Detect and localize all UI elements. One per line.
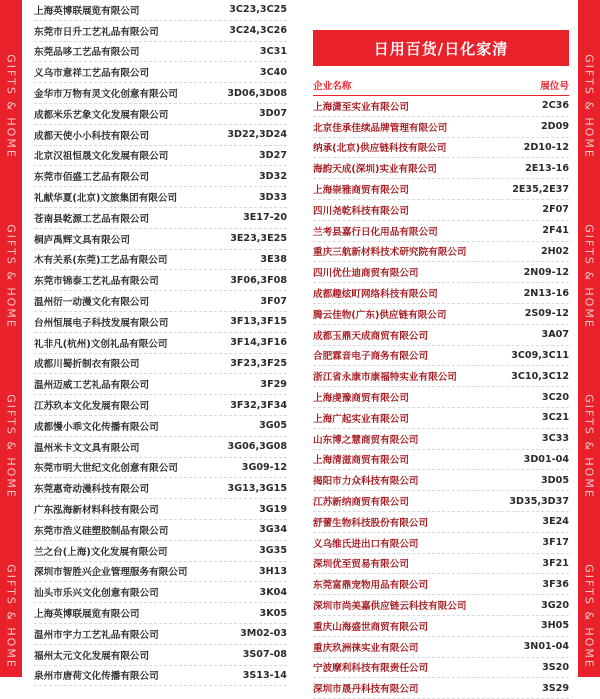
company-name: 东莞惠奇动漫科技有限公司 xyxy=(34,484,150,496)
list-item xyxy=(313,595,569,616)
booth-number: 3F14,3F16 xyxy=(230,337,287,349)
list-item xyxy=(34,312,287,333)
company-name: 桐庐禹辉文具有限公司 xyxy=(34,234,130,246)
company-name: 深圳优至贸易有限公司 xyxy=(313,559,409,571)
company-name: 苍南县乾源工艺品有限公司 xyxy=(34,213,150,225)
company-name: 广东泓海新材料科技有限公司 xyxy=(34,505,159,517)
list-item xyxy=(313,616,569,637)
list-item xyxy=(313,678,569,699)
booth-number: 3F29 xyxy=(260,378,287,390)
company-name: 东莞市浩义硅塑胶制品有限公司 xyxy=(34,525,169,537)
booth-number: 3H05 xyxy=(540,620,569,632)
booth-number: 2S09-12 xyxy=(524,308,569,320)
booth-number: 3G13,3G15 xyxy=(227,482,287,494)
booth-number: 3F17 xyxy=(542,537,569,549)
company-name: 重庆三航新材料技术研究院有限公司 xyxy=(313,247,467,259)
list-item xyxy=(313,304,569,325)
list-item xyxy=(34,437,287,458)
booth-number: 3D27 xyxy=(259,149,287,161)
company-name: 台州恒展电子科技发展有限公司 xyxy=(34,317,169,329)
booth-number: 3D05 xyxy=(541,474,569,486)
company-name: 成都趣炫町网络科技有限公司 xyxy=(313,289,438,301)
company-name: 腾云佳物(广东)供应链有限公司 xyxy=(313,309,447,321)
booth-number: 2E35,2E37 xyxy=(512,183,569,195)
list-item xyxy=(313,138,569,159)
company-name: 兰之台(上海)文化发展有限公司 xyxy=(34,546,168,558)
booth-number: 2F41 xyxy=(542,225,569,237)
booth-number: 3D32 xyxy=(259,170,287,182)
booth-number: 3F36 xyxy=(542,578,569,590)
list-item xyxy=(34,250,287,271)
company-name: 上海虔豫商贸有限公司 xyxy=(313,393,409,405)
company-name: 福州太元文化发展有限公司 xyxy=(34,650,150,662)
company-name: 东莞富鼎宠物用品有限公司 xyxy=(313,580,429,592)
booth-number: 3F32,3F34 xyxy=(230,399,287,411)
booth-number: 3F07 xyxy=(260,295,287,307)
company-name: 上海潇至实业有限公司 xyxy=(313,101,409,113)
booth-number: 3G19 xyxy=(259,503,287,515)
company-name: 合肥霖音电子商务有限公司 xyxy=(313,351,429,363)
list-item xyxy=(34,229,287,250)
list-item xyxy=(313,450,569,471)
left-exhibitor-list xyxy=(34,0,287,686)
booth-number: 3S07-08 xyxy=(242,649,287,661)
list-item xyxy=(313,221,569,242)
list-item xyxy=(34,291,287,312)
list-item xyxy=(34,187,287,208)
list-item xyxy=(313,387,569,408)
list-item xyxy=(34,42,287,63)
list-item xyxy=(34,541,287,562)
booth-number: 3E24 xyxy=(542,516,569,528)
booth-number: 3C40 xyxy=(259,66,287,78)
band-text: GIFTS & HOME xyxy=(4,564,18,669)
booth-number: 3E23,3E25 xyxy=(230,233,287,245)
company-name: 宁波摩利科技有限责任公司 xyxy=(313,663,429,675)
booth-number: 2N13-16 xyxy=(523,287,569,299)
list-item xyxy=(313,346,569,367)
booth-number: 2D10-12 xyxy=(523,141,569,153)
company-name: 浙江省永康市康福特实业有限公司 xyxy=(313,372,457,384)
company-name: 温州衍一动漫文化有限公司 xyxy=(34,297,150,309)
list-item xyxy=(313,262,569,283)
list-item xyxy=(313,658,569,679)
booth-number: 3K05 xyxy=(259,607,287,619)
company-name: 深圳市尚美嘉供应链云科技有限公司 xyxy=(313,601,467,613)
list-item xyxy=(313,512,569,533)
booth-number: 3C33 xyxy=(541,433,569,445)
booth-number: 3F13,3F15 xyxy=(230,316,287,328)
company-name: 东莞市日升工艺礼品有限公司 xyxy=(34,26,159,38)
booth-number: 3C21 xyxy=(541,412,569,424)
booth-number: 3D33 xyxy=(259,191,287,203)
company-name: 兰考县嘉行日化用品有限公司 xyxy=(313,226,438,238)
list-item xyxy=(313,179,569,200)
list-item xyxy=(34,395,287,416)
company-name: 纳承(北京)供应链科技有限公司 xyxy=(313,143,447,155)
booth-number: 3S20 xyxy=(542,661,569,673)
booth-number: 3M02-03 xyxy=(240,628,287,640)
booth-number: 3F21 xyxy=(542,557,569,569)
booth-number: 3G06,3G08 xyxy=(227,441,287,453)
company-name: 温州市宇力工艺礼品有限公司 xyxy=(34,629,159,641)
list-item xyxy=(313,158,569,179)
list-item xyxy=(34,562,287,583)
list-item xyxy=(313,200,569,221)
company-name: 江苏玖本文化发展有限公司 xyxy=(34,401,150,413)
booth-number: 3C09,3C11 xyxy=(511,349,569,361)
column-header xyxy=(313,74,569,96)
booth-number: 3S13-14 xyxy=(242,669,287,681)
company-name: 义乌维氏进出口有限公司 xyxy=(313,538,419,550)
company-name: 汕头市乐兴文化创意有限公司 xyxy=(34,588,159,600)
booth-number: 3D01-04 xyxy=(523,453,569,465)
booth-number: 3C31 xyxy=(259,45,287,57)
list-item xyxy=(34,0,287,21)
company-name: 上海英博联展览有限公司 xyxy=(34,609,140,620)
booth-number: 3E17-20 xyxy=(243,212,287,224)
list-item xyxy=(34,603,287,624)
list-item xyxy=(313,429,569,450)
company-name: 上海清滋商贸有限公司 xyxy=(313,455,409,467)
company-name: 东莞市锦泰工艺礼品有限公司 xyxy=(34,276,159,288)
list-item xyxy=(34,333,287,354)
booth-number: 3G34 xyxy=(259,524,287,536)
company-name: 东莞市明大世纪文化创意有限公司 xyxy=(34,463,178,475)
company-name: 礼献华夏(北京)文旅集团有限公司 xyxy=(34,193,178,205)
booth-number: 3F23,3F25 xyxy=(230,357,287,369)
list-item xyxy=(313,491,569,512)
company-name: 东莞品哆工艺品有限公司 xyxy=(34,47,140,59)
list-item xyxy=(34,374,287,395)
company-name: 江苏新纳商贸有限公司 xyxy=(313,497,409,509)
booth-number: 3D07 xyxy=(259,108,287,120)
list-item xyxy=(34,499,287,520)
booth-number: 2E13-16 xyxy=(525,162,569,174)
company-name: 成都玉鼎天成商贸有限公司 xyxy=(313,330,429,342)
company-name: 金华市万物有灵文化创意有限公司 xyxy=(34,89,178,101)
list-item xyxy=(34,458,287,479)
booth-number: 3K04 xyxy=(259,586,287,598)
list-item xyxy=(313,470,569,491)
booth-number: 3D35,3D37 xyxy=(509,495,569,507)
left-decorative-band xyxy=(0,0,22,677)
list-item xyxy=(34,624,287,645)
list-item xyxy=(34,104,287,125)
band-text: GIFTS & HOME xyxy=(582,564,596,669)
list-item xyxy=(34,125,287,146)
booth-number: 3H13 xyxy=(258,565,287,577)
company-name: 上海英博联展览有限公司 xyxy=(34,5,140,17)
band-text: GIFTS & HOME xyxy=(4,224,18,329)
list-item xyxy=(34,208,287,229)
list-item xyxy=(34,582,287,603)
booth-number: 2C36 xyxy=(541,100,569,112)
booth-number: 3A07 xyxy=(541,329,569,341)
band-text: GIFTS & HOME xyxy=(4,54,18,159)
company-name: 成都米乐艺象文化发展有限公司 xyxy=(34,109,169,121)
list-item xyxy=(313,242,569,263)
booth-number: 3N01-04 xyxy=(523,641,569,653)
company-name: 泉州市唐荷文化传播有限公司 xyxy=(34,671,159,683)
list-item xyxy=(34,146,287,167)
company-name: 成都天使小小科技有限公司 xyxy=(34,130,150,142)
list-item xyxy=(313,533,569,554)
booth-number: 3G20 xyxy=(541,599,569,611)
company-name: 海韵天成(深圳)实业有限公司 xyxy=(313,164,437,176)
booth-number: 3S29 xyxy=(542,682,569,694)
booth-number: 2H02 xyxy=(540,245,569,257)
company-name: 深圳市晟丹科技有限公司 xyxy=(313,684,419,696)
booth-number: 3D06,3D08 xyxy=(227,87,287,99)
company-name: 礼非凡(杭州)文创礼品有限公司 xyxy=(34,338,168,350)
booth-number: 2D09 xyxy=(541,121,569,133)
booth-number: 3C20 xyxy=(541,391,569,403)
company-name: 成都慢小乖文化传播有限公司 xyxy=(34,421,159,433)
list-item xyxy=(34,520,287,541)
list-item xyxy=(34,21,287,42)
list-item xyxy=(34,416,287,437)
list-item xyxy=(34,478,287,499)
company-name: 北京汉祖恒晟文化发展有限公司 xyxy=(34,151,169,163)
list-item xyxy=(313,574,569,595)
list-item xyxy=(34,270,287,291)
company-name: 温州迈威工艺礼品有限公司 xyxy=(34,380,150,392)
company-name: 重庆玖洲徕实业有限公司 xyxy=(313,642,419,654)
company-name: 成都川蜀折制衣有限公司 xyxy=(34,359,140,371)
booth-number: 3C10,3C12 xyxy=(511,370,569,382)
booth-number: 3G09-12 xyxy=(241,461,287,473)
daily-goods-section xyxy=(313,0,569,699)
list-item xyxy=(34,645,287,666)
company-name: 舒蕾生物科技股份有限公司 xyxy=(313,517,429,529)
company-name: 北京佳承佳续品牌管理有限公司 xyxy=(313,122,448,134)
section-title: 日用百货/日化家清 xyxy=(313,30,569,66)
list-item xyxy=(313,283,569,304)
list-item xyxy=(313,96,569,117)
column-header-company: 企业名称 xyxy=(313,80,352,92)
column-header-booth: 展位号 xyxy=(540,80,569,92)
list-item xyxy=(34,166,287,187)
list-item xyxy=(34,62,287,83)
list-item xyxy=(34,666,287,687)
booth-number: 2F07 xyxy=(542,204,569,216)
list-item xyxy=(313,554,569,575)
company-name: 揭阳市力众科技有限公司 xyxy=(313,476,419,488)
company-name: 重庆山海盛世商贸有限公司 xyxy=(313,621,429,633)
company-name: 山东博之慧商贸有限公司 xyxy=(313,434,419,446)
booth-number: 3C24,3C26 xyxy=(229,25,287,37)
band-text: GIFTS & HOME xyxy=(582,394,596,499)
band-text: GIFTS & HOME xyxy=(582,224,596,329)
booth-number: 3E38 xyxy=(260,253,287,265)
right-exhibitor-list xyxy=(313,96,569,699)
company-name: 深圳市智胜兴企业管理服务有限公司 xyxy=(34,567,188,579)
band-text: GIFTS & HOME xyxy=(582,54,596,159)
company-name: 东莞市佰盛工艺品有限公司 xyxy=(34,172,150,184)
right-decorative-band xyxy=(578,0,600,677)
company-name: 温州米卡文文具有限公司 xyxy=(34,442,140,454)
list-item xyxy=(313,117,569,138)
booth-number: 3C23,3C25 xyxy=(229,4,287,16)
company-name: 上海广起实业有限公司 xyxy=(313,413,409,425)
company-name: 义乌市意祥工艺品有限公司 xyxy=(34,68,150,80)
booth-number: 3G05 xyxy=(259,420,287,432)
booth-number: 3G35 xyxy=(259,545,287,557)
booth-number: 3F06,3F08 xyxy=(230,274,287,286)
booth-number: 2N09-12 xyxy=(523,266,569,278)
company-name: 四川尧乾科技有限公司 xyxy=(313,205,409,217)
list-item xyxy=(313,325,569,346)
company-name: 四川优仕迪商贸有限公司 xyxy=(313,268,419,280)
company-name: 木有关系(东莞)工艺品有限公司 xyxy=(34,255,168,267)
list-item xyxy=(34,354,287,375)
company-name: 上海崇雅商贸有限公司 xyxy=(313,185,409,197)
list-item xyxy=(34,83,287,104)
list-item xyxy=(313,366,569,387)
booth-number: 3D22,3D24 xyxy=(227,129,287,141)
list-item xyxy=(313,408,569,429)
list-item xyxy=(313,637,569,658)
band-text: GIFTS & HOME xyxy=(4,394,18,499)
